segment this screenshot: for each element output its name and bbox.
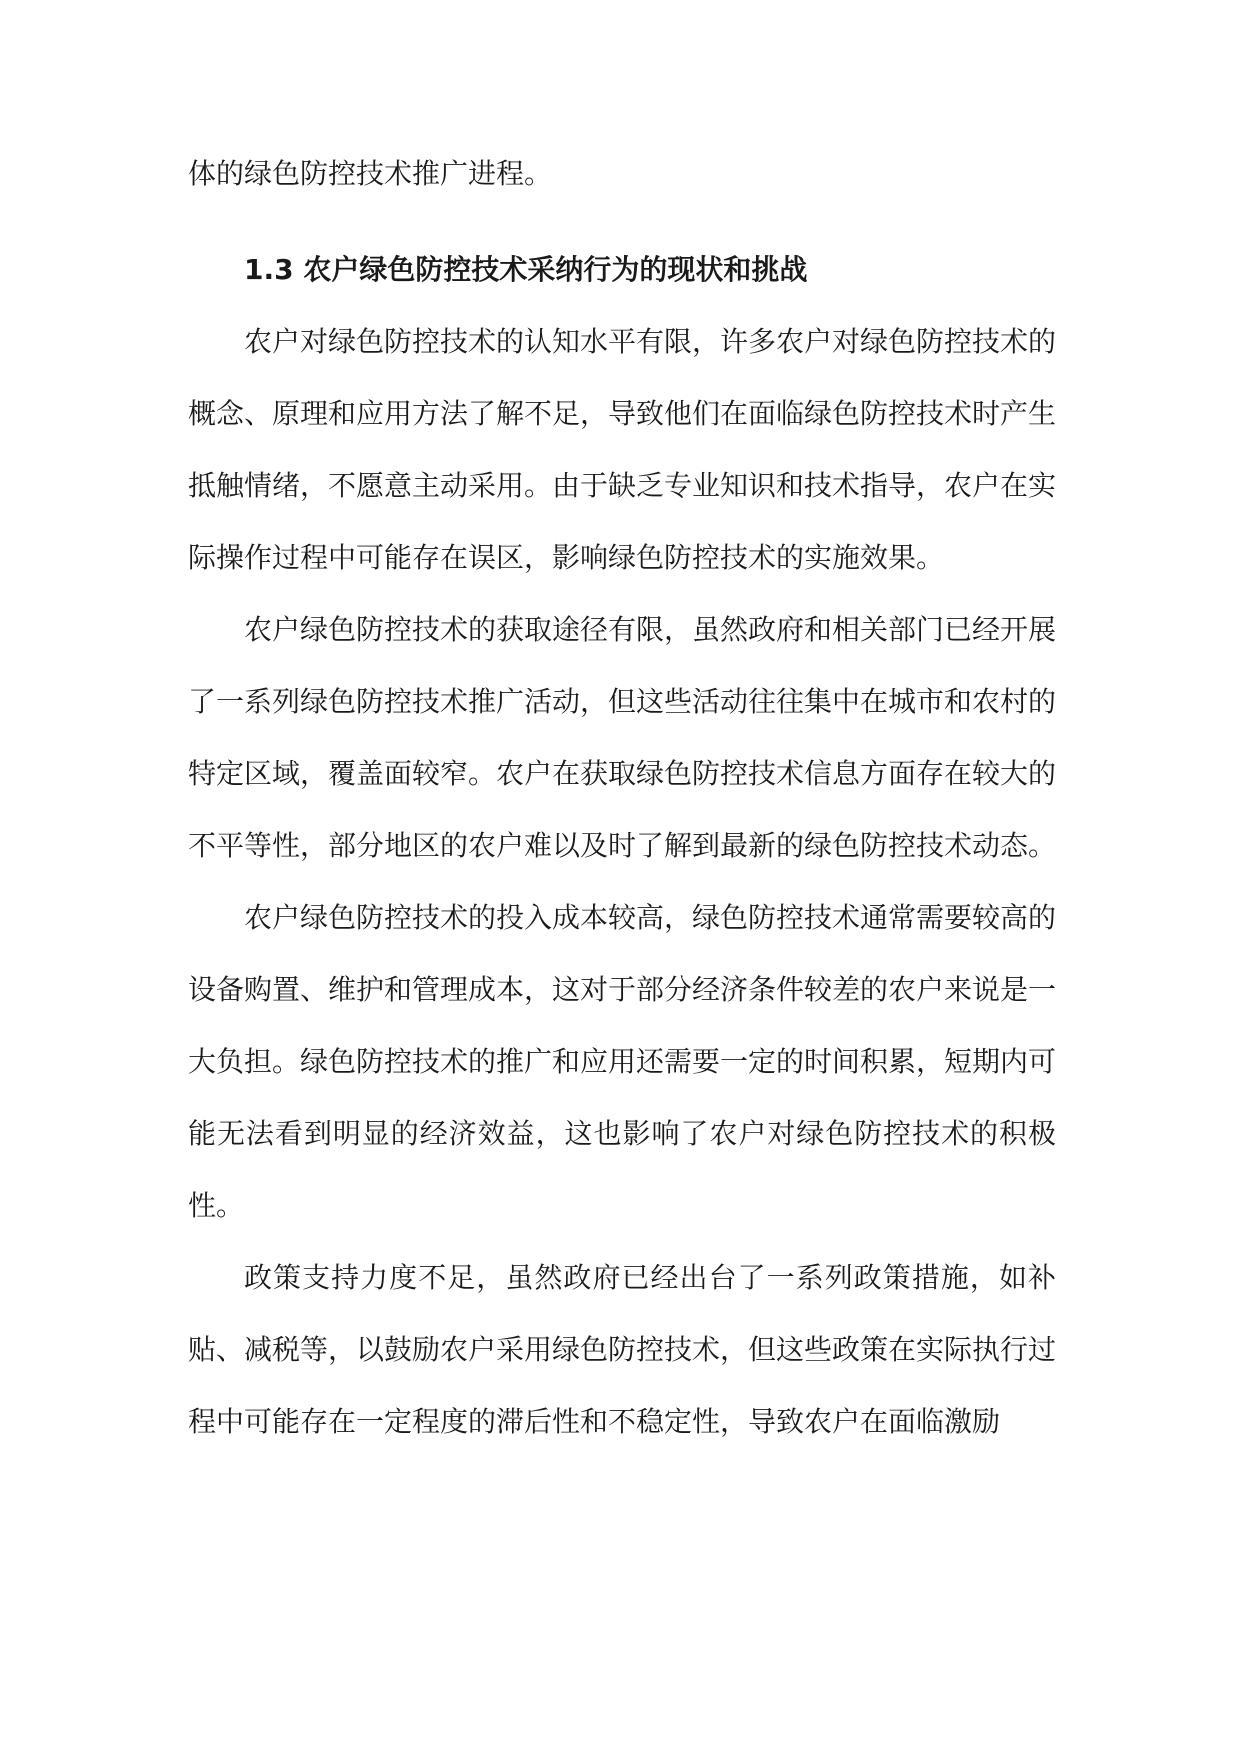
document-page <box>188 138 1056 1458</box>
section-heading: 1.3 农户绿色防控技术采纳行为的现状和挑战 <box>244 253 808 286</box>
body-paragraph-2: 农户绿色防控技术的获取途径有限，虽然政府和相关部门已经开展了一系列绿色防控技术推广活动，但这些活动往往集中在城市和农村的特定区域，覆盖面较窄。农户在获取绿色防控技术信息方面存在较大的不平等性，部分地区的农户难以及时了解到最新的绿色防控技术动态。 <box>188 613 1057 862</box>
continuation-paragraph: 体的绿色防控技术推广进程。 <box>188 157 553 190</box>
body-paragraph-4: 政策支持力度不足，虽然政府已经出台了一系列政策措施，如补贴、减税等，以鼓励农户采用绿色防控技术，但这些政策在实际执行过程中可能存在一定程度的滞后性和不稳定性，导致农户在面临激励 <box>188 1261 1057 1438</box>
body-paragraph-3: 农户绿色防控技术的投入成本较高，绿色防控技术通常需要较高的设备购置、维护和管理成本，这对于部分经济条件较差的农户来说是一大负担。绿色防控技术的推广和应用还需要一定的时间积累，短期内可能无法看到明显的经济效益，这也影响了农户对绿色防控技术的积极性。 <box>188 901 1057 1222</box>
body-paragraph-1: 农户对绿色防控技术的认知水平有限，许多农户对绿色防控技术的概念、原理和应用方法了解不足，导致他们在面临绿色防控技术时产生抵触情绪，不愿意主动采用。由于缺乏专业知识和技术指导，农户在实际操作过程中可能存在误区，影响绿色防控技术的实施效果。 <box>188 325 1057 574</box>
